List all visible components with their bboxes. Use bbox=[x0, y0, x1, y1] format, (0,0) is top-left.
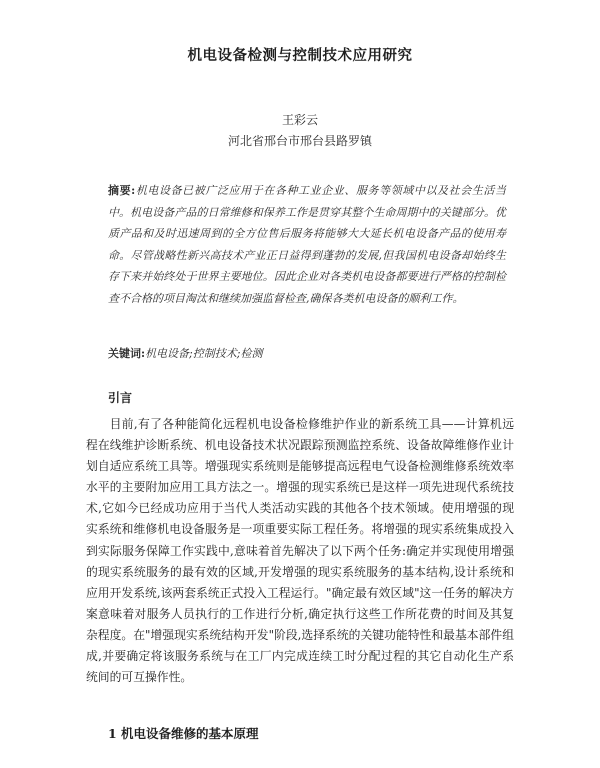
section-1-heading: 1 机电设备维修的基本原理 bbox=[108, 726, 259, 741]
abstract bbox=[108, 180, 506, 310]
paper-page bbox=[86, 0, 514, 768]
author-affiliation: 河北省邢台市邢台县路罗镇 bbox=[227, 134, 372, 148]
author-name: 王彩云 bbox=[281, 113, 318, 127]
abstract-label: 摘要: bbox=[108, 184, 136, 197]
keywords-label: 关键词: bbox=[108, 347, 146, 360]
paper-title: 机电设备检测与控制技术应用研究 bbox=[187, 47, 413, 64]
introduction-heading: 引言 bbox=[108, 391, 133, 405]
keywords-text: 机电设备;控制技术;检测 bbox=[145, 347, 263, 360]
keywords bbox=[108, 345, 506, 361]
abstract-text: 机电设备已被广泛应用于在各种工业企业、服务等领域中以及社会生活当中。机电设备产品的日常维修和保养工作是贯穿其整个生命周期中的关键部分。优质产品和及时迅速周到的全方位售后服务将能够大大延长机电设备产品的使用寿命。尽管战略性新兴高技术产业正日益得到蓬勃的发展,但我国机电设备却始终生存下来并始终处于世界主要地位。因此企业对各类机电设备都要进行严格的控制检查不合格的项目淘汰和继续加强监督检查,确保各类机电设备的顺利工作。 bbox=[108, 184, 506, 305]
introduction-paragraph: 目前,有了各种能简化远程机电设备检修维护作业的新系统工具——计算机远程在线维护诊断系统、机电设备技术状况跟踪预测监控系统、设备故障维修作业计划自适应系统工具等。增强现实系统则是能够提高远程电气设备检测维修系统效率水平的主要附加应用工具方法之一。增强的现实系统已是这样一项先进现代系统技术,它如今已经成功应用于当代人类活动实践的其他各个技术领域。使用增强的现实系统和维修机电设备服务是一项重要实际工程任务。将增强的现实系统集成投入到实际服务保障工作实践中,意味着首先解决了以下两个任务:确定并实现使用增强的现实系统服务的最有效的区域,开发增强的现实系统服务的基本结构,设计系统和应用开发系统,该两套系统正式投入工程运行。"确定最有效区域"这一任务的解决方案意味着对服务人员执行的工作进行分析,确定执行这些工作所花费的时间及其复杂程度。在"增强现实系统结构开发"阶段,选择系统的关键功能特性和最基本部件组成,并要确定将该服务系统与在工厂内完成连续工时分配过程的其它自动化生产系统间的可互操作性。 bbox=[86, 417, 514, 685]
